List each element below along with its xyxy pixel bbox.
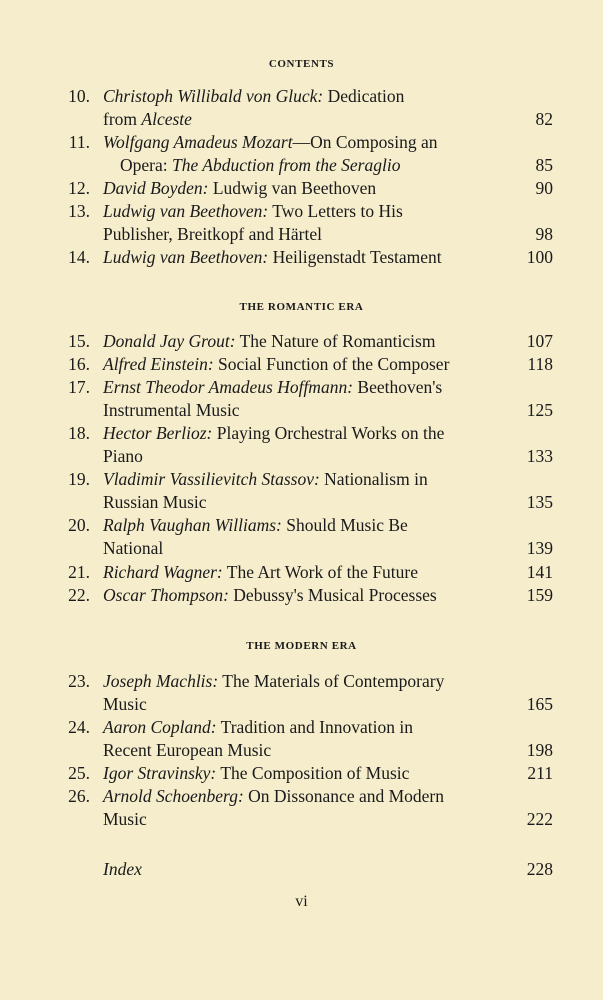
entry-number: 23. <box>68 671 90 691</box>
entry-page: 90 <box>535 178 553 198</box>
entry-number: 13. <box>68 201 90 221</box>
entry-page: 159 <box>526 585 553 605</box>
entry-title: The Art Work of the Future <box>226 562 419 582</box>
index-label: Index <box>103 859 142 879</box>
entry-number: 25. <box>68 763 90 783</box>
entry-number: 22. <box>68 585 90 605</box>
entry-title-cont: Opera: <box>120 155 172 175</box>
page-folio: vi <box>295 893 308 910</box>
entry-author: Oscar Thompson: <box>103 585 229 605</box>
entry-page: 125 <box>526 400 553 420</box>
entry-number: 24. <box>68 717 90 737</box>
entry-page: 98 <box>535 224 553 244</box>
entry-author: Christoph Willibald von Gluck: <box>103 86 324 106</box>
entry-page: 139 <box>526 538 553 558</box>
entry-number: 14. <box>68 247 90 267</box>
entry-author: David Boyden: <box>103 178 209 198</box>
entry-page: 198 <box>526 740 553 760</box>
entry-page: 133 <box>526 446 553 466</box>
entry-page: 82 <box>535 109 553 129</box>
entry-title-cont: National <box>103 538 164 558</box>
modern-era-heading: THE MODERN ERA <box>246 640 357 652</box>
entry-number: 21. <box>68 562 90 582</box>
entry-title: Beethoven's <box>357 377 443 397</box>
entry-number: 10. <box>68 86 90 106</box>
entry-page: 135 <box>526 492 553 512</box>
entry-title: Should Music Be <box>286 515 408 535</box>
entry-author: Aaron Copland: <box>103 717 217 737</box>
entry-title: The Composition of Music <box>220 763 410 783</box>
entry-author: Ludwig van Beethoven: <box>103 201 269 221</box>
entry-number: 19. <box>68 469 90 489</box>
entry-author: Joseph Machlis: <box>103 671 219 691</box>
index-page: 228 <box>526 859 553 879</box>
entry-number: 12. <box>68 178 90 198</box>
entry-title: Dedication <box>327 86 405 106</box>
entry-author: Vladimir Vassilievitch Stassov: <box>103 469 320 489</box>
entry-title: —On Composing an <box>292 132 438 152</box>
entry-title: Social Function of the Composer <box>218 354 450 374</box>
entry-page: 141 <box>526 562 553 582</box>
entry-number: 20. <box>68 515 90 535</box>
entry-page: 100 <box>526 247 553 267</box>
entry-author: Alfred Einstein: <box>103 354 214 374</box>
entry-title-cont: Instrumental Music <box>103 400 240 420</box>
entry-number: 15. <box>68 331 90 351</box>
entry-author: Richard Wagner: <box>103 562 223 582</box>
entry-title: Playing Orchestral Works on the <box>216 423 445 443</box>
contents-heading: CONTENTS <box>268 58 335 70</box>
entry-number: 17. <box>68 377 90 397</box>
entry-author: Igor Stravinsky: <box>103 763 217 783</box>
entry-page: 118 <box>527 354 553 374</box>
entry-title-cont: Music <box>103 694 147 714</box>
entry-title: Nationalism in <box>324 469 428 489</box>
entry-author: Wolfgang Amadeus Mozart <box>103 132 293 152</box>
entry-page: 107 <box>526 331 553 351</box>
entry-title: The Materials of Contemporary <box>222 671 445 691</box>
entry-title-cont: Music <box>103 809 147 829</box>
entry-title-cont: from <box>103 109 142 129</box>
entry-work-title: Alceste <box>141 109 192 129</box>
entry-author: Ralph Vaughan Williams: <box>103 515 282 535</box>
entry-title: Debussy's Musical Processes <box>233 585 437 605</box>
entry-page: 222 <box>526 809 553 829</box>
index-entry <box>0 858 603 881</box>
entry-title-cont: Recent European Music <box>103 740 272 760</box>
entry-title-cont: Russian Music <box>103 492 207 512</box>
entry-author: Arnold Schoenberg: <box>103 786 244 806</box>
entry-author: Donald Jay Grout: <box>103 331 236 351</box>
entry-title: Heiligenstadt Testament <box>272 247 442 267</box>
romantic-era-heading: THE ROMANTIC ERA <box>239 301 364 313</box>
entry-title-cont: Publisher, Breitkopf and Härtel <box>103 224 322 244</box>
entry-author: Ernst Theodor Amadeus Hoffmann: <box>103 377 354 397</box>
entry-author: Ludwig van Beethoven: <box>103 247 269 267</box>
entry-title: The Nature of Romanticism <box>239 331 436 351</box>
entry-title-cont: Piano <box>103 446 143 466</box>
entry-author: Hector Berlioz: <box>103 423 213 443</box>
entry-title: Two Letters to His <box>272 201 403 221</box>
entry-page: 85 <box>535 155 553 175</box>
entry-title: Tradition and Innovation in <box>220 717 413 737</box>
entry-number: 26. <box>68 786 90 806</box>
entry-page: 165 <box>526 694 553 714</box>
entry-number: 18. <box>68 423 90 443</box>
entry-number: 16. <box>68 354 90 374</box>
entry-work-title: The Abduction from the Seraglio <box>172 155 401 175</box>
entry-title: On Dissonance and Modern <box>248 786 445 806</box>
entry-number: 11. <box>68 132 90 152</box>
entry-title: Ludwig van Beethoven <box>212 178 377 198</box>
entry-page: 211 <box>527 763 553 783</box>
